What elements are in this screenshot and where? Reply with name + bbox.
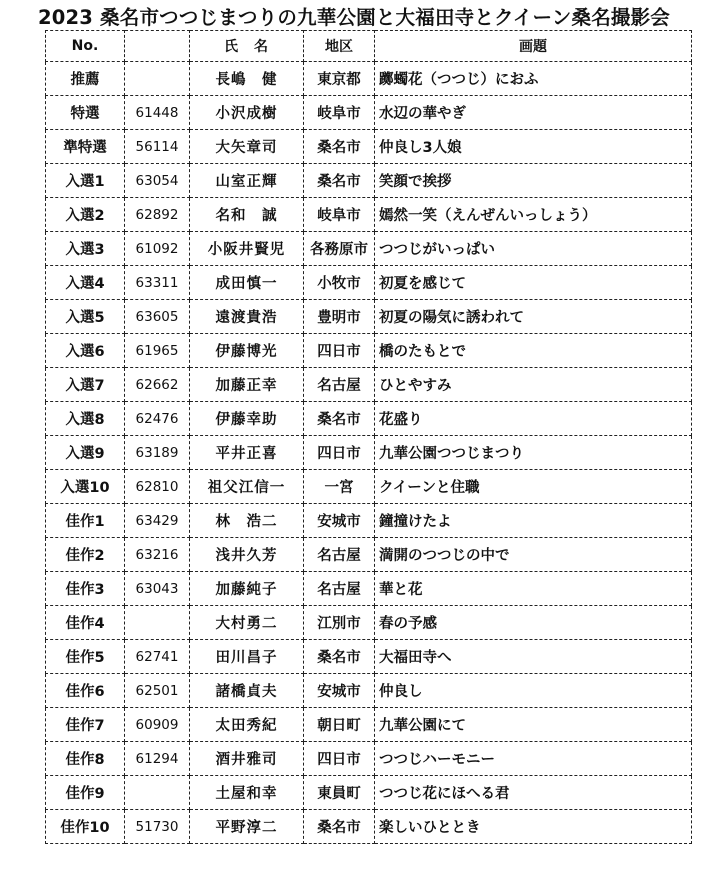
table-row <box>46 640 692 674</box>
cell-work-title: 大福田寺へ <box>375 640 692 674</box>
cell-name: 林 浩二 <box>190 504 304 538</box>
table-row <box>46 504 692 538</box>
cell-entry-number: 62810 <box>125 470 190 504</box>
cell-work-title: つつじ花にほへる君 <box>375 776 692 810</box>
cell-entry-number: 60909 <box>125 708 190 742</box>
cell-name: 土屋和幸 <box>190 776 304 810</box>
table-row <box>46 674 692 708</box>
cell-work-title: 仲良し3人娘 <box>375 130 692 164</box>
cell-name: 長嶋 健 <box>190 62 304 96</box>
cell-rank: 入選1 <box>46 164 125 198</box>
cell-name: 伊藤博光 <box>190 334 304 368</box>
cell-entry-number: 62476 <box>125 402 190 436</box>
cell-work-title: 九華公園つつじまつり <box>375 436 692 470</box>
cell-region: 桑名市 <box>304 130 375 164</box>
table-row <box>46 96 692 130</box>
cell-rank: 佳作4 <box>46 606 125 640</box>
cell-rank: 推薦 <box>46 62 125 96</box>
cell-entry-number: 63216 <box>125 538 190 572</box>
cell-work-title: 九華公園にて <box>375 708 692 742</box>
cell-work-title: つつじがいっぱい <box>375 232 692 266</box>
results-table <box>45 30 692 844</box>
cell-region: 朝日町 <box>304 708 375 742</box>
cell-entry-number: 61294 <box>125 742 190 776</box>
cell-region: 東京都 <box>304 62 375 96</box>
table-row <box>46 470 692 504</box>
cell-name: 田川昌子 <box>190 640 304 674</box>
cell-rank: 入選2 <box>46 198 125 232</box>
header-region: 地区 <box>304 31 375 62</box>
table-row <box>46 368 692 402</box>
cell-entry-number: 61965 <box>125 334 190 368</box>
table-row <box>46 572 692 606</box>
cell-name: 小阪井賢児 <box>190 232 304 266</box>
cell-name: 浅井久芳 <box>190 538 304 572</box>
cell-region: 豊明市 <box>304 300 375 334</box>
table-row <box>46 266 692 300</box>
cell-name: 加藤正幸 <box>190 368 304 402</box>
cell-name: 名和 誠 <box>190 198 304 232</box>
cell-work-title: 初夏を感じて <box>375 266 692 300</box>
header-name: 氏 名 <box>190 31 304 62</box>
cell-name: 諸橋貞夫 <box>190 674 304 708</box>
table-row <box>46 742 692 776</box>
cell-work-title: 笑顔で挨拶 <box>375 164 692 198</box>
table-row <box>46 436 692 470</box>
cell-entry-number <box>125 62 190 96</box>
cell-rank: 佳作8 <box>46 742 125 776</box>
cell-region: 四日市 <box>304 436 375 470</box>
cell-entry-number: 62662 <box>125 368 190 402</box>
cell-rank: 佳作6 <box>46 674 125 708</box>
cell-region: 名古屋 <box>304 538 375 572</box>
cell-region: 東員町 <box>304 776 375 810</box>
table-row <box>46 402 692 436</box>
cell-rank: 佳作10 <box>46 810 125 844</box>
cell-entry-number: 63189 <box>125 436 190 470</box>
table-row <box>46 198 692 232</box>
cell-entry-number: 63605 <box>125 300 190 334</box>
table-row <box>46 300 692 334</box>
cell-work-title: 橋のたもとで <box>375 334 692 368</box>
cell-region: 各務原市 <box>304 232 375 266</box>
cell-work-title: 華と花 <box>375 572 692 606</box>
cell-entry-number: 63043 <box>125 572 190 606</box>
cell-work-title: 仲良し <box>375 674 692 708</box>
cell-region: 岐阜市 <box>304 96 375 130</box>
cell-name: 伊藤幸助 <box>190 402 304 436</box>
cell-work-title: つつじハーモニー <box>375 742 692 776</box>
cell-entry-number: 62741 <box>125 640 190 674</box>
cell-region: 四日市 <box>304 334 375 368</box>
cell-work-title: 躑蠋花（つつじ）におふ <box>375 62 692 96</box>
table-row <box>46 606 692 640</box>
cell-region: 安城市 <box>304 674 375 708</box>
cell-entry-number <box>125 606 190 640</box>
cell-rank: 入選4 <box>46 266 125 300</box>
cell-work-title: 初夏の陽気に誘われて <box>375 300 692 334</box>
header-rank: No. <box>46 31 125 62</box>
cell-region: 桑名市 <box>304 164 375 198</box>
cell-region: 桑名市 <box>304 402 375 436</box>
cell-rank: 入選8 <box>46 402 125 436</box>
cell-work-title: 嫣然一笑（えんぜんいっしょう） <box>375 198 692 232</box>
table-row <box>46 130 692 164</box>
cell-name: 酒井雅司 <box>190 742 304 776</box>
cell-entry-number: 61448 <box>125 96 190 130</box>
cell-entry-number: 62892 <box>125 198 190 232</box>
cell-rank: 佳作9 <box>46 776 125 810</box>
cell-name: 加藤純子 <box>190 572 304 606</box>
cell-region: 桑名市 <box>304 640 375 674</box>
cell-work-title: クイーンと住職 <box>375 470 692 504</box>
cell-entry-number: 61092 <box>125 232 190 266</box>
cell-rank: 入選10 <box>46 470 125 504</box>
cell-name: 平井正喜 <box>190 436 304 470</box>
cell-region: 小牧市 <box>304 266 375 300</box>
cell-rank: 佳作3 <box>46 572 125 606</box>
cell-region: 名古屋 <box>304 368 375 402</box>
cell-work-title: 春の予感 <box>375 606 692 640</box>
cell-work-title: 楽しいひととき <box>375 810 692 844</box>
header-work-title: 画題 <box>375 31 692 62</box>
table-row <box>46 776 692 810</box>
cell-rank: 佳作5 <box>46 640 125 674</box>
cell-name: 遠渡貴浩 <box>190 300 304 334</box>
cell-work-title: 満開のつつじの中で <box>375 538 692 572</box>
cell-work-title: 鐘撞けたよ <box>375 504 692 538</box>
cell-region: 四日市 <box>304 742 375 776</box>
cell-name: 成田慎一 <box>190 266 304 300</box>
cell-name: 小沢成樹 <box>190 96 304 130</box>
cell-region: 安城市 <box>304 504 375 538</box>
cell-rank: 入選3 <box>46 232 125 266</box>
table-row <box>46 708 692 742</box>
cell-entry-number: 51730 <box>125 810 190 844</box>
table-row <box>46 538 692 572</box>
cell-work-title: 水辺の華やぎ <box>375 96 692 130</box>
cell-entry-number: 63054 <box>125 164 190 198</box>
cell-rank: 入選7 <box>46 368 125 402</box>
cell-rank: 佳作1 <box>46 504 125 538</box>
table-row <box>46 334 692 368</box>
page-title: 2023 桑名市つつじまつりの九華公園と大福田寺とクイーン桑名撮影会 <box>38 6 670 29</box>
cell-region: 江別市 <box>304 606 375 640</box>
cell-entry-number: 63311 <box>125 266 190 300</box>
cell-region: 岐阜市 <box>304 198 375 232</box>
cell-name: 祖父江信一 <box>190 470 304 504</box>
table-row <box>46 810 692 844</box>
cell-region: 桑名市 <box>304 810 375 844</box>
cell-region: 一宮 <box>304 470 375 504</box>
cell-entry-number: 56114 <box>125 130 190 164</box>
header-entry-number <box>125 31 190 62</box>
cell-name: 太田秀紀 <box>190 708 304 742</box>
cell-work-title: 花盛り <box>375 402 692 436</box>
cell-name: 平野淳二 <box>190 810 304 844</box>
table-row <box>46 62 692 96</box>
table-row <box>46 164 692 198</box>
cell-rank: 入選6 <box>46 334 125 368</box>
cell-entry-number <box>125 776 190 810</box>
cell-name: 大矢章司 <box>190 130 304 164</box>
cell-region: 名古屋 <box>304 572 375 606</box>
cell-rank: 入選5 <box>46 300 125 334</box>
cell-rank: 佳作2 <box>46 538 125 572</box>
cell-rank: 入選9 <box>46 436 125 470</box>
cell-entry-number: 63429 <box>125 504 190 538</box>
cell-entry-number: 62501 <box>125 674 190 708</box>
table-header-row <box>46 31 692 62</box>
cell-name: 山室正輝 <box>190 164 304 198</box>
cell-rank: 佳作7 <box>46 708 125 742</box>
table-row <box>46 232 692 266</box>
cell-name: 大村勇二 <box>190 606 304 640</box>
cell-work-title: ひとやすみ <box>375 368 692 402</box>
cell-rank: 特選 <box>46 96 125 130</box>
cell-rank: 準特選 <box>46 130 125 164</box>
